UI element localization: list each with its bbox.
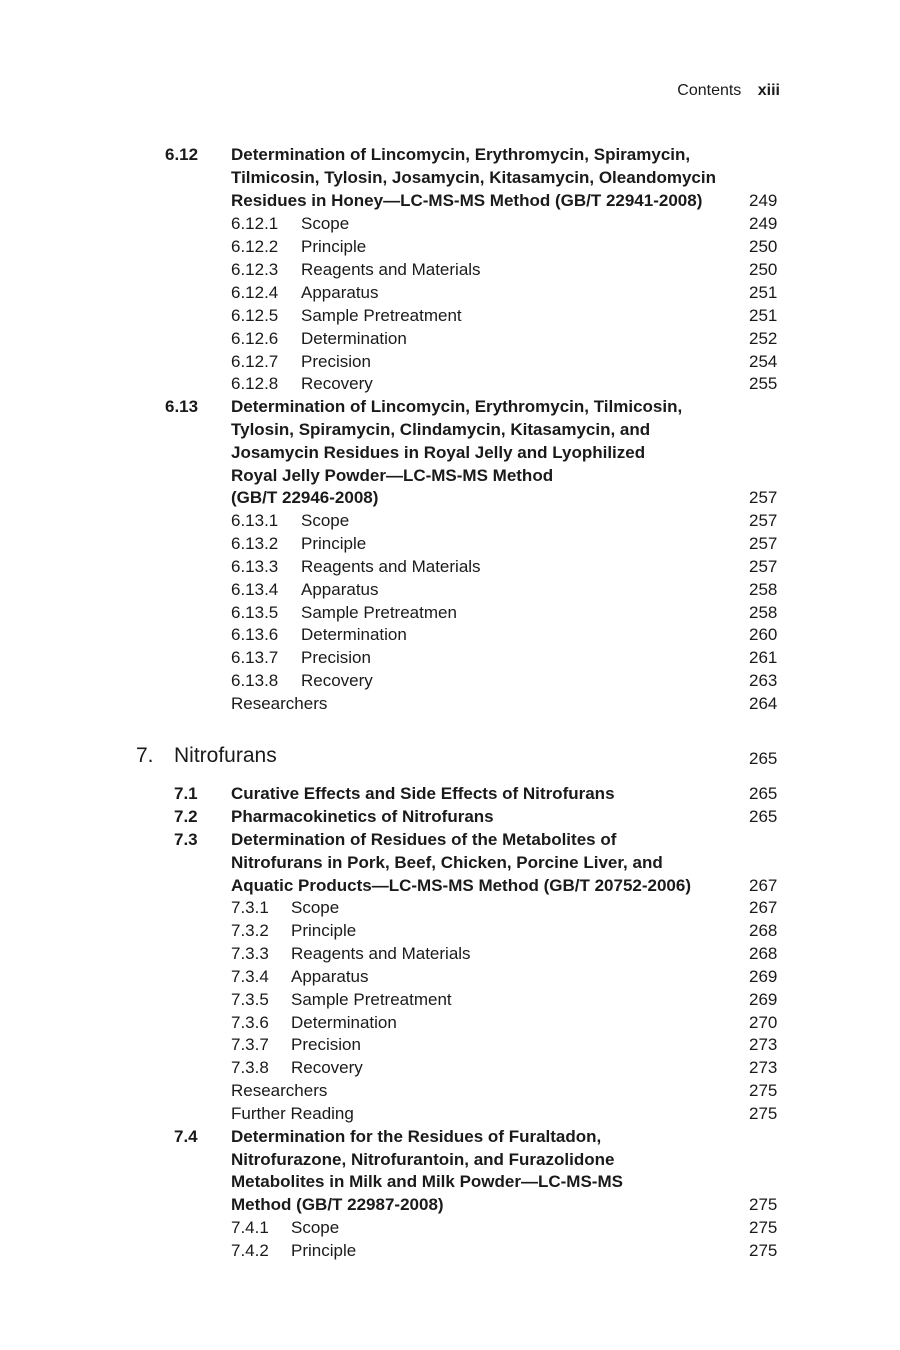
toc-subsection-number: 7.4.2 [231,1241,269,1260]
toc-subsection-number: 6.12.1 [231,214,279,233]
toc-subsection-number: 7.3.2 [231,921,269,940]
toc-subsection-number: 6.13.7 [231,648,279,667]
toc-subsection-number: 6.12.3 [231,260,279,279]
toc-subsection-number: 6.13.4 [231,580,279,599]
toc-subsection-title: Reagents and Materials [301,557,481,576]
toc-subsection-title: Scope [291,898,340,917]
toc-subsection-title: Apparatus [301,580,379,599]
toc-subsection-title: Reagents and Materials [291,944,471,963]
toc-section-number: 7.1 [174,784,198,803]
toc-subsection-title: Apparatus [301,283,379,302]
toc-subsection-title: Determination [291,1013,397,1032]
toc-subsection-number: 6.12.6 [231,329,279,348]
toc-page-number: 249 [749,214,778,233]
toc-subsection-title: Scope [291,1218,340,1237]
toc-subsection-title: Principle [291,1241,357,1260]
toc-page-number: 270 [749,1013,778,1032]
toc-section-title-line: Nitrofurans in Pork, Beef, Chicken, Porcine Liver, and [231,853,663,872]
toc-section-title-line: Determination for the Residues of Furaltadon, [231,1127,602,1146]
toc-subsection-number: 7.3.1 [231,898,269,917]
toc-page-number: 251 [749,283,778,302]
toc-subsection-title: Scope [301,511,350,530]
toc-page-number: 254 [749,352,778,371]
toc-page-number: 264 [749,694,778,713]
toc-subsection-title: Principle [301,534,367,553]
toc-researchers-entry: Researchers [231,694,328,713]
toc-subsection-title: Sample Pretreatment [301,306,462,325]
toc-chapter-title: Nitrofurans [174,744,277,767]
toc-section-number: 7.4 [174,1127,198,1146]
toc-page-number: 273 [749,1035,778,1054]
toc-page-number: 258 [749,580,778,599]
toc-page-number: 268 [749,921,778,940]
toc-section-title-line: Determination of Lincomycin, Erythromycin, Tilmicosin, [231,397,683,416]
toc-subsection-number: 7.3.7 [231,1035,269,1054]
toc-subsection-title: Sample Pretreatmen [301,603,457,622]
toc-subsection-title: Precision [291,1035,361,1054]
toc-section-title-line: Tilmicosin, Tylosin, Josamycin, Kitasamycin, Oleandomycin [231,168,716,187]
toc-subsection-title: Sample Pretreatment [291,990,452,1009]
toc-page-number: 265 [749,749,778,768]
toc-section-number: 6.13 [165,397,199,416]
toc-page-number: 260 [749,625,778,644]
toc-page-number: 263 [749,671,778,690]
toc-section-number: 7.3 [174,830,198,849]
toc-subsection-title: Apparatus [291,967,369,986]
toc-page-number: 273 [749,1058,778,1077]
toc-page-number: 275 [749,1081,778,1100]
toc-subsection-number: 7.3.8 [231,1058,269,1077]
toc-subsection-number: 7.3.6 [231,1013,269,1032]
toc-section-title-line: Determination of Lincomycin, Erythromycin, Spiramycin, [231,145,691,164]
toc-page-number: 255 [749,374,778,393]
toc-page-number: 265 [749,807,778,826]
toc-page-number: 269 [749,967,778,986]
toc-subsection-title: Determination [301,625,407,644]
toc-page-number: 275 [749,1241,778,1260]
toc-subsection-title: Recovery [291,1058,363,1077]
toc-page-number: 257 [749,511,778,530]
toc-page-number: 275 [749,1104,778,1123]
toc-section-title-line: Curative Effects and Side Effects of Nitrofurans [231,784,615,803]
toc-subsection-title: Precision [301,648,371,667]
toc-page-number: 267 [749,898,778,917]
toc-subsection-title: Reagents and Materials [301,260,481,279]
toc-subsection-title: Determination [301,329,407,348]
toc-subsection-title: Scope [301,214,350,233]
header-page-number: xiii [757,82,780,99]
toc-chapter-number: 7. [136,744,154,767]
toc-subsection-number: 6.13.2 [231,534,279,553]
toc-page-number: 257 [749,488,778,507]
toc-page-number: 250 [749,237,778,256]
toc-page-number: 267 [749,876,778,895]
toc-section-title-line: Tylosin, Spiramycin, Clindamycin, Kitasamycin, and [231,420,651,439]
toc-section-title-line: Metabolites in Milk and Milk Powder—LC-MS-MS [231,1172,623,1191]
toc-section-title-line: Royal Jelly Powder—LC-MS-MS Method [231,466,554,485]
toc-section-title-line: Pharmacokinetics of Nitrofurans [231,807,494,826]
toc-page-number: 250 [749,260,778,279]
toc-subsection-title: Recovery [301,374,373,393]
toc-page-number: 258 [749,603,778,622]
toc-page-number: 269 [749,990,778,1009]
toc-subsection-title: Recovery [301,671,373,690]
toc-page-number: 257 [749,534,778,553]
toc-section-number: 6.12 [165,145,199,164]
toc-subsection-number: 7.4.1 [231,1218,269,1237]
toc-subsection-number: 6.13.6 [231,625,279,644]
toc-section-title-line: (GB/T 22946-2008) [231,488,379,507]
toc-page-number: 251 [749,306,778,325]
toc-further-reading-entry: Further Reading [231,1104,354,1123]
toc-section-title-line: Determination of Residues of the Metabolites of [231,830,617,849]
toc-subsection-title: Principle [301,237,367,256]
toc-page-number: 257 [749,557,778,576]
toc-page-number: 265 [749,784,778,803]
running-header [677,82,780,100]
toc-subsection-number: 6.12.2 [231,237,279,256]
toc-subsection-number: 6.13.8 [231,671,279,690]
toc-section-title-line: Residues in Honey—LC-MS-MS Method (GB/T 22941-2008) [231,191,703,210]
toc-section-title-line: Nitrofurazone, Nitrofurantoin, and Furazolidone [231,1150,615,1169]
toc-subsection-title: Precision [301,352,371,371]
toc-subsection-number: 6.12.5 [231,306,279,325]
toc-subsection-number: 6.12.7 [231,352,279,371]
toc-page-number: 261 [749,648,778,667]
toc-subsection-number: 6.13.1 [231,511,279,530]
toc-page-number: 252 [749,329,778,348]
toc-subsection-number: 6.13.3 [231,557,279,576]
toc-subsection-number: 6.12.4 [231,283,279,302]
toc-subsection-number: 6.13.5 [231,603,279,622]
toc-subsection-number: 6.12.8 [231,374,279,393]
toc-page-number: 275 [749,1218,778,1237]
toc-section-title-line: Aquatic Products—LC-MS-MS Method (GB/T 20752-2006) [231,876,692,895]
toc-researchers-entry: Researchers [231,1081,328,1100]
toc-subsection-title: Principle [291,921,357,940]
header-label: Contents [677,82,742,99]
toc-page-number: 249 [749,191,778,210]
toc-page-number: 268 [749,944,778,963]
toc-subsection-number: 7.3.3 [231,944,269,963]
toc-section-title-line: Josamycin Residues in Royal Jelly and Lyophilized [231,443,646,462]
toc-section-number: 7.2 [174,807,198,826]
toc-subsection-number: 7.3.5 [231,990,269,1009]
toc-section-title-line: Method (GB/T 22987-2008) [231,1195,444,1214]
toc-page-number: 275 [749,1195,778,1214]
toc-subsection-number: 7.3.4 [231,967,269,986]
